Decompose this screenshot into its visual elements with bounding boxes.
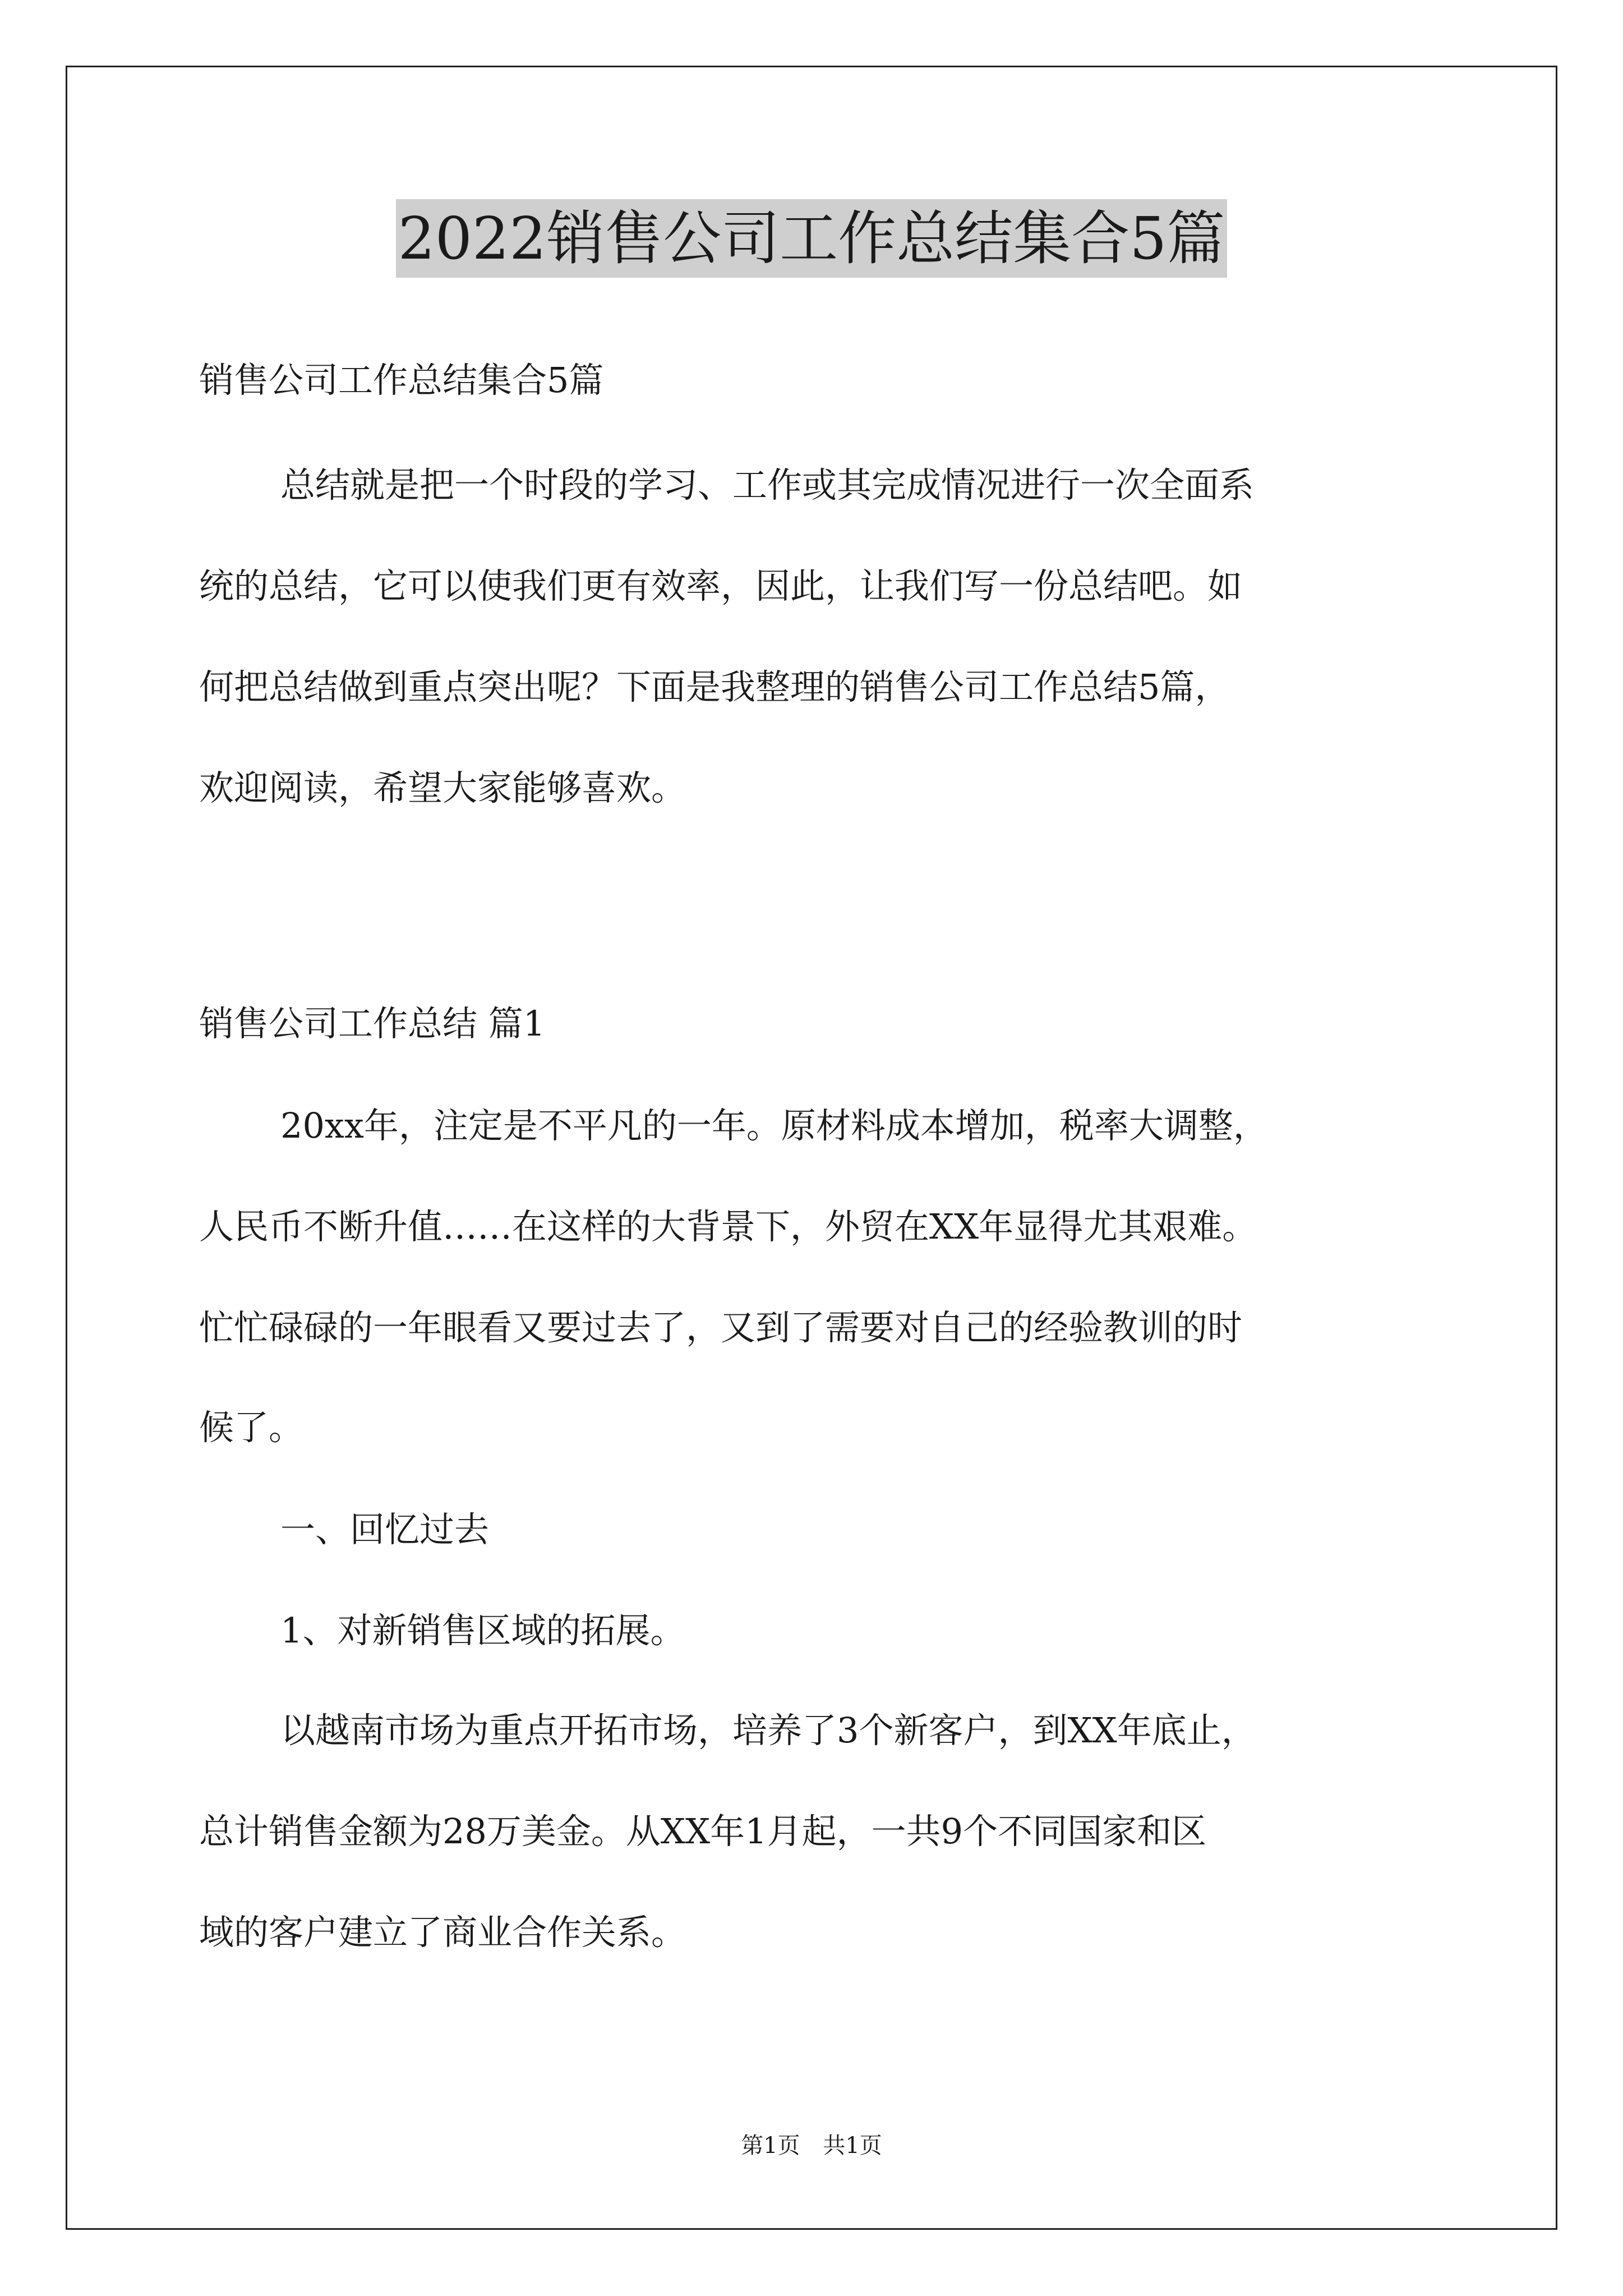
subheading-recall: 一、回忆过去 bbox=[280, 1509, 490, 1550]
intro-line: 统的总结，它可以使我们更有效率，因此，让我们写一份总结吧。如 bbox=[199, 565, 1243, 606]
paragraph-line: 总计销售金额为28万美金。从XX年1月起，一共9个不同国家和区 bbox=[199, 1811, 1207, 1852]
paragraph-line: 以越南市场为重点开拓市场，培养了3个新客户，到XX年底止， bbox=[280, 1710, 1256, 1751]
page-total: 共1页 bbox=[823, 2133, 882, 2159]
document-title: 2022销售公司工作总结集合5篇 bbox=[396, 199, 1228, 278]
page-number: 第1页 bbox=[741, 2133, 800, 2159]
paragraph-line: 候了。 bbox=[199, 1407, 304, 1448]
section-heading: 销售公司工作总结 篇1 bbox=[199, 1003, 546, 1044]
intro-line: 欢迎阅读，希望大家能够喜欢。 bbox=[199, 767, 686, 808]
intro-line: 何把总结做到重点突出呢？下面是我整理的销售公司工作总结5篇， bbox=[199, 666, 1230, 707]
paragraph-line: 人民币不断升值……在这样的大背景下，外贸在XX年显得尤其艰难。 bbox=[199, 1206, 1257, 1247]
paragraph-line: 忙忙碌碌的一年眼看又要过去了，又到了需要对自己的经验教训的时 bbox=[199, 1307, 1243, 1348]
page-footer bbox=[0, 2129, 1623, 2162]
intro-line: 总结就是把一个时段的学习、工作或其完成情况进行一次全面系 bbox=[280, 464, 1255, 505]
paragraph-line: 20xx年，注定是不平凡的一年。原材料成本增加，税率大调整， bbox=[280, 1105, 1268, 1146]
subheading-item1: 1、对新销售区域的拓展。 bbox=[280, 1610, 685, 1651]
paragraph-line: 域的客户建立了商业合作关系。 bbox=[199, 1912, 686, 1953]
document-subtitle: 销售公司工作总结集合5篇 bbox=[199, 360, 604, 401]
document-title-wrapper bbox=[0, 199, 1623, 295]
